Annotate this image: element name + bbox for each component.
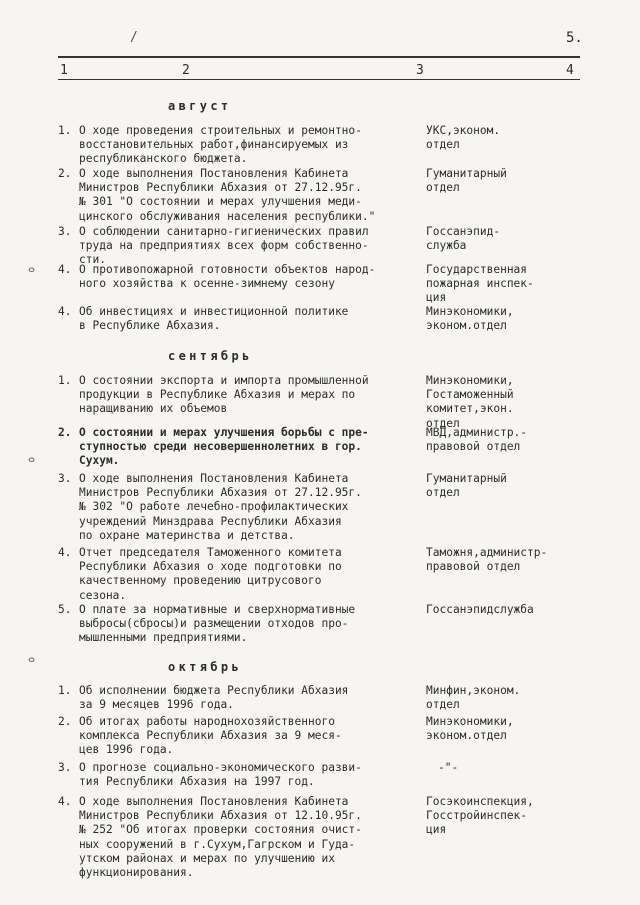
pencil-mark: / — [130, 30, 138, 45]
item-number: 5. — [58, 603, 72, 616]
margin-scribble: ⴰ — [28, 262, 36, 275]
section-title-october: октябрь — [168, 660, 243, 674]
column-number-4: 4 — [566, 63, 574, 78]
item-responsible: Гуманитарный отдел — [426, 472, 507, 500]
margin-scribble: ⴰ — [28, 452, 36, 465]
item-number: 3. — [58, 472, 72, 485]
item-responsible: Госсанэпид- служба — [426, 225, 501, 253]
item-description: Об инвестициях и инвестиционной политике в Республике Абхазия. — [79, 305, 349, 333]
item-number: 1. — [58, 124, 72, 137]
item-description: О ходе выполнения Постановления Кабинета Министров Республики Абхазия от 12.10.95г. № 252 "Об итогах проверки состояния очист- ных сооружений в г.Сухум,Гагрском и Гуда- утском районах и мерах по улучшению их функционирования. — [79, 795, 362, 880]
section-title-august: август — [168, 99, 232, 113]
item-number: 2. — [58, 426, 72, 439]
item-description: О соблюдении санитарно-гигиенических правил труда на предприятиях всех форм собственно- сти. — [79, 225, 369, 267]
item-number: 4. — [58, 795, 72, 808]
item-responsible: Таможня,администр- правовой отдел — [426, 546, 548, 574]
item-responsible: Минэкономики, Гостаможенный комитет,экон. отдел — [426, 374, 514, 430]
item-responsible: Госэкоинспекция, Госстройинспек- ция — [426, 795, 534, 837]
item-responsible: Госсанэпидслужба — [426, 603, 534, 616]
margin-scribble: ⴰ — [28, 652, 36, 665]
item-responsible: МВД,администр.- правовой отдел — [426, 426, 528, 454]
item-number: 1. — [58, 374, 72, 387]
item-responsible: Минэкономики, эконом.отдел — [426, 305, 514, 333]
item-responsible: Минэкономики, эконом.отдел — [426, 715, 514, 743]
item-description: Об исполнении бюджета Республики Абхазия за 9 месяцев 1996 года. — [79, 684, 349, 712]
item-description: О состоянии экспорта и импорта промышленной продукции в Республике Абхазия и мерах по наращиванию их объемов — [79, 374, 369, 416]
item-description: О состоянии и мерах улучшения борьбы с пре- ступностью среди несовершеннолетних в гор. Сухум. — [79, 426, 369, 468]
item-number: 2. — [58, 167, 72, 180]
item-responsible: Минфин,эконом. отдел — [426, 684, 521, 712]
item-number: 4. — [58, 546, 72, 559]
page-number: 5. — [566, 30, 583, 46]
item-description: О противопожарной готовности объектов народ- ного хозяйства к осенне-зимнему сезону — [79, 263, 376, 291]
item-description: Об итогах работы народнохозяйственного комплекса Республики Абхазия за 9 меся- цев 1996 года. — [79, 715, 342, 757]
header-rule — [58, 79, 580, 80]
item-number: 1. — [58, 684, 72, 697]
item-description: О ходе выполнения Постановления Кабинета Министров Республики Абхазия от 27.12.95г. № 301 "О состоянии и мерах улучшения меди- цинского обслуживания населения республики." — [79, 167, 376, 223]
column-number-3: 3 — [416, 63, 424, 78]
item-number: 3. — [58, 761, 72, 774]
column-number-2: 2 — [182, 63, 190, 78]
item-description: О ходе проведения строительных и ремонтно- восстановительных работ,финансируемых из республиканского бюджета. — [79, 124, 362, 166]
section-title-september: сентябрь — [168, 349, 253, 363]
item-responsible: Гуманитарный отдел — [426, 167, 507, 195]
column-number-1: 1 — [60, 63, 68, 78]
item-description: О плате за нормативные и сверхнормативные выбросы(сбросы)и размещении отходов про- мышленными предприятиями. — [79, 603, 356, 645]
item-description: Отчет председателя Таможенного комитета Республики Абхазия о ходе подготовки по качественному проведению цитрусового сезона. — [79, 546, 342, 602]
top-rule — [58, 56, 580, 58]
item-responsible: Государственная пожарная инспек- ция — [426, 263, 534, 305]
item-responsible: -"- — [438, 761, 459, 774]
item-responsible: УКС,эконом. отдел — [426, 124, 501, 152]
item-number: 2. — [58, 715, 72, 728]
item-number: 3. — [58, 225, 72, 238]
item-description: О ходе выполнения Постановления Кабинета Министров Республики Абхазия от 27.12.95г. № 302 "О работе лечебно-профилактических учреждений Минздрава Республики Абхазия по охране материнства и детства. — [79, 472, 362, 542]
item-description: О прогнозе социально-экономического разви- тия Республики Абхазия на 1997 год. — [79, 761, 362, 789]
item-number: 4. — [58, 305, 72, 318]
item-number: 4. — [58, 263, 72, 276]
